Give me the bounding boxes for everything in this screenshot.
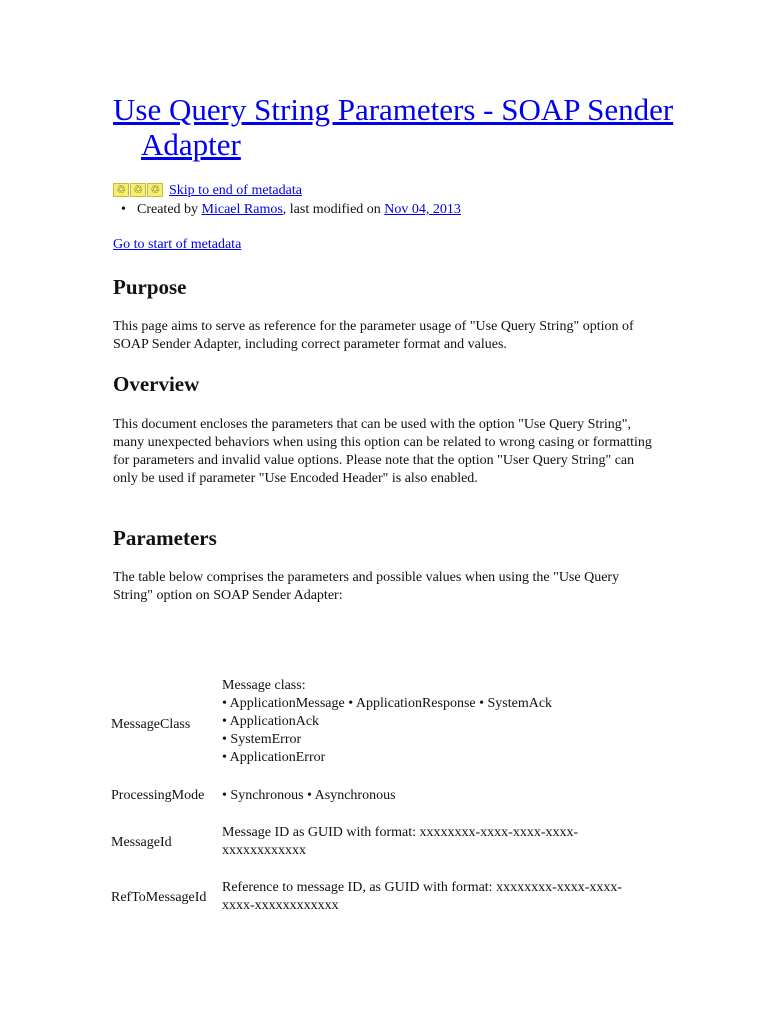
param-description-line: Message ID as GUID with format: xxxxxxxx-xxxx-xxxx-xxxx- — [222, 825, 579, 840]
purpose-heading: Purpose — [113, 275, 187, 299]
param-description-line: • ApplicationAck — [222, 714, 320, 729]
purpose-body: This page aims to serve as reference for the parameter usage of "Use Query String" option of SOAP Sender Adapter, including correct parameter format and values. — [113, 319, 634, 352]
modified-text: , last modified on — [282, 202, 385, 217]
link-icon: ♲ — [147, 183, 163, 197]
overview-heading: Overview — [113, 372, 200, 396]
param-description-line: • Synchronous • Asynchronous — [222, 788, 396, 803]
overview-body: This document encloses the parameters that can be used with the option "Use Query String", many unexpected behaviors when using this option can be related to wrong casing or formatting for parameters and invalid value options. Please note that the option "User Query String" can only be used if parameter "Use Encoded Header" is also enabled. — [113, 417, 652, 486]
modified-date-link[interactable]: Nov 04, 2013 — [384, 202, 461, 217]
page-title-link[interactable]: Use Query String Parameters - SOAP Sender Adapter — [113, 92, 674, 162]
param-description — [222, 787, 662, 805]
param-name: ProcessingMode — [111, 788, 205, 803]
param-name: RefToMessageId — [111, 890, 207, 905]
parameters-body: The table below comprises the parameters and possible values when using the "Use Query String" option on SOAP Sender Adapter: — [113, 570, 620, 603]
author-link[interactable]: Micael Ramos — [201, 202, 283, 217]
param-description-line: Message class: — [222, 678, 306, 693]
created-by-line — [121, 201, 461, 219]
param-name: MessageClass — [111, 717, 191, 732]
param-description-line: • ApplicationMessage • ApplicationResponse • SystemAck — [222, 696, 553, 711]
link-icon: ♲ — [130, 183, 146, 197]
param-description — [222, 677, 662, 767]
param-description-line: xxxxxxxxxxxx — [222, 843, 306, 858]
parameters-heading: Parameters — [113, 526, 217, 550]
param-description-line: xxxx-xxxxxxxxxxxx — [222, 898, 339, 913]
link-icon: ♲ — [113, 183, 129, 197]
param-name: MessageId — [111, 835, 172, 850]
go-to-start-link[interactable]: Go to start of metadata — [113, 237, 242, 252]
param-description-line: • SystemError — [222, 732, 302, 747]
bullet-icon: • — [121, 202, 126, 217]
created-prefix: Created by — [137, 202, 202, 217]
metadata-icons — [113, 183, 163, 199]
param-description-line: • ApplicationError — [222, 750, 326, 765]
param-description — [222, 879, 662, 915]
param-description — [222, 824, 662, 860]
param-description-line: Reference to message ID, as GUID with format: xxxxxxxx-xxxx-xxxx- — [222, 880, 623, 895]
page-title[interactable] — [113, 92, 701, 162]
skip-to-end-link[interactable]: Skip to end of metadata — [169, 183, 302, 198]
